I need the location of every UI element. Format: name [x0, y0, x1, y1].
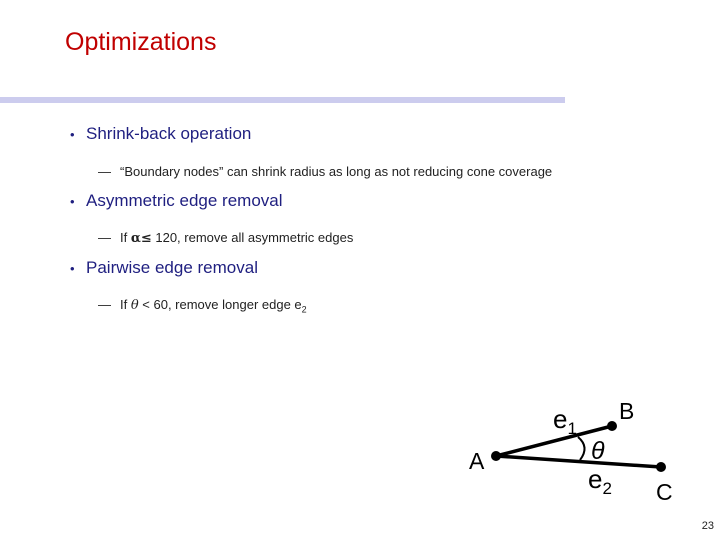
bullet-dot-icon: • — [70, 127, 75, 143]
sub-bullet-suffix: 120, remove all asymmetric edges — [151, 230, 354, 245]
angle-arc — [578, 437, 585, 460]
bullet-label: Shrink-back operation — [86, 124, 252, 143]
dash-icon: — — [98, 297, 111, 312]
theta-symbol: θ — [130, 298, 139, 313]
node-a-dot — [491, 451, 501, 461]
alpha-leq-symbol: α≤ — [130, 231, 152, 246]
e2-label — [588, 464, 612, 498]
sub-bullet-suffix: < 60, remove longer edge e — [138, 297, 302, 312]
node-c-label: C — [656, 479, 673, 505]
bullet-dot-icon: • — [70, 194, 75, 210]
sub-bullet-prefix: If — [120, 230, 131, 245]
node-a-label: A — [469, 448, 485, 474]
edge-e2 — [496, 456, 661, 467]
e1-subscript: 1 — [567, 419, 577, 438]
subscript-2: 2 — [301, 304, 307, 315]
bullet-label: Pairwise edge removal — [86, 258, 258, 277]
theta-label: θ — [591, 437, 605, 465]
node-b-label: B — [619, 398, 635, 424]
e1-base: e — [553, 404, 568, 434]
e2-subscript: 2 — [602, 479, 612, 498]
e1-label — [553, 404, 577, 438]
page-number: 23 — [701, 520, 714, 532]
dash-icon: — — [98, 164, 111, 179]
node-b-dot — [607, 421, 617, 431]
dash-icon: — — [98, 230, 111, 245]
bullet-dot-icon: • — [70, 261, 75, 277]
e2-base: e — [588, 464, 603, 494]
sub-bullet-prefix: If — [120, 297, 131, 312]
node-c-dot — [656, 462, 666, 472]
slide-title: Optimizations — [65, 28, 217, 56]
bullet-label: Asymmetric edge removal — [86, 191, 283, 210]
sub-bullet-text: “Boundary nodes” can shrink radius as long as not reducing cone coverage — [120, 164, 553, 179]
